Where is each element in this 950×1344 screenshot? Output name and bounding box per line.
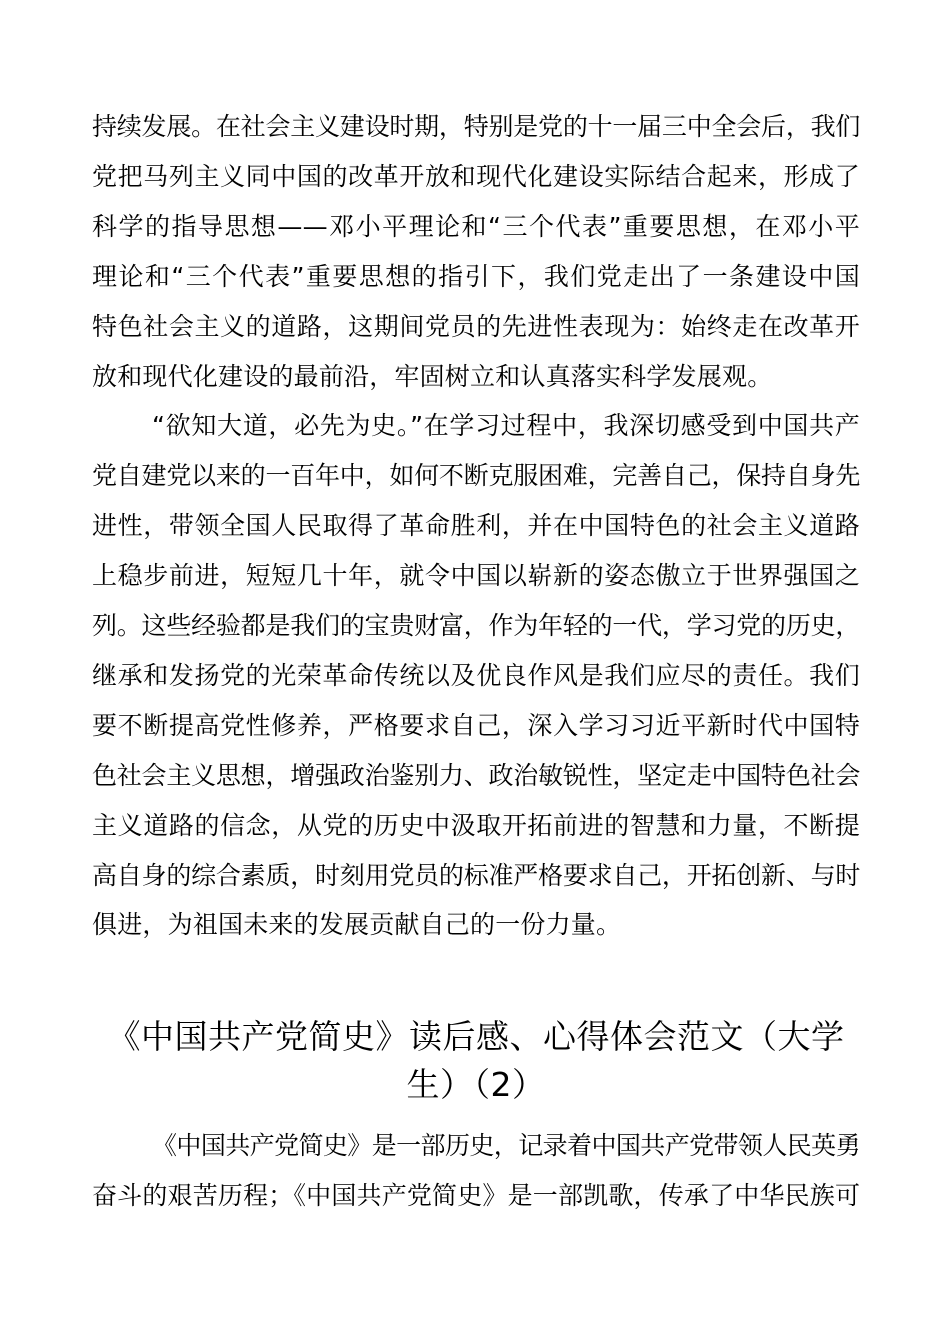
paragraph-2-line-8: 色社会主义思想，增强政治鉴别力、政治敏锐性，坚定走中国特色社会 — [92, 761, 860, 790]
section-heading-line-1: 《中国共产党简史》读后感、心得体会范文（大学 — [107, 1017, 845, 1056]
paragraph-1-line-3: 科学的指导思想——邓小平理论和“三个代表”重要思想，在邓小平 — [92, 212, 860, 241]
paragraph-2-line-3: 进性，带领全国人民取得了革命胜利，并在中国特色的社会主义道路 — [92, 511, 860, 540]
paragraph-2-line-4: 上稳步前进，短短几十年，就令中国以崭新的姿态傲立于世界强国之 — [92, 561, 860, 590]
paragraph-2-line-1: “欲知大道，必先为史。”在学习过程中，我深切感受到中国共产 — [152, 411, 860, 440]
paragraph-3-line-1: 《中国共产党简史》是一部历史，记录着中国共产党带领人民英勇 — [152, 1131, 860, 1160]
paragraph-2-line-9: 主义道路的信念，从党的历史中汲取开拓前进的智慧和力量，不断提 — [92, 811, 860, 840]
paragraph-3-line-2: 奋斗的艰苦历程；《中国共产党简史》是一部凯歌，传承了中华民族可 — [92, 1181, 860, 1210]
paragraph-2-line-6: 继承和发扬党的光荣革命传统以及优良作风是我们应尽的责任。我们 — [92, 661, 860, 690]
section-heading-line-2: 生）（2） — [406, 1065, 546, 1104]
paragraph-1-line-1: 持续发展。在社会主义建设时期，特别是党的十一届三中全会后，我们 — [92, 112, 860, 141]
paragraph-1-line-5: 特色社会主义的道路，这期间党员的先进性表现为：始终走在改革开 — [92, 312, 860, 341]
paragraph-1-line-4: 理论和“三个代表”重要思想的指引下，我们党走出了一条建设中国 — [92, 262, 860, 291]
paragraph-2-line-11: 俱进，为祖国未来的发展贡献自己的一份力量。 — [92, 910, 622, 939]
paragraph-2-line-5: 列。这些经验都是我们的宝贵财富，作为年轻的一代，学习党的历史， — [92, 611, 860, 640]
paragraph-2-line-2: 党自建党以来的一百年中，如何不断克服困难，完善自己，保持自身先 — [92, 461, 860, 490]
paragraph-1-line-2: 党把马列主义同中国的改革开放和现代化建设实际结合起来，形成了 — [92, 162, 860, 191]
paragraph-1-line-6: 放和现代化建设的最前沿，牢固树立和认真落实科学发展观。 — [92, 362, 773, 391]
paragraph-2-line-10: 高自身的综合素质，时刻用党员的标准严格要求自己，开拓创新、与时 — [92, 861, 860, 890]
paragraph-2-line-7: 要不断提高党性修养，严格要求自己，深入学习习近平新时代中国特 — [92, 711, 860, 740]
